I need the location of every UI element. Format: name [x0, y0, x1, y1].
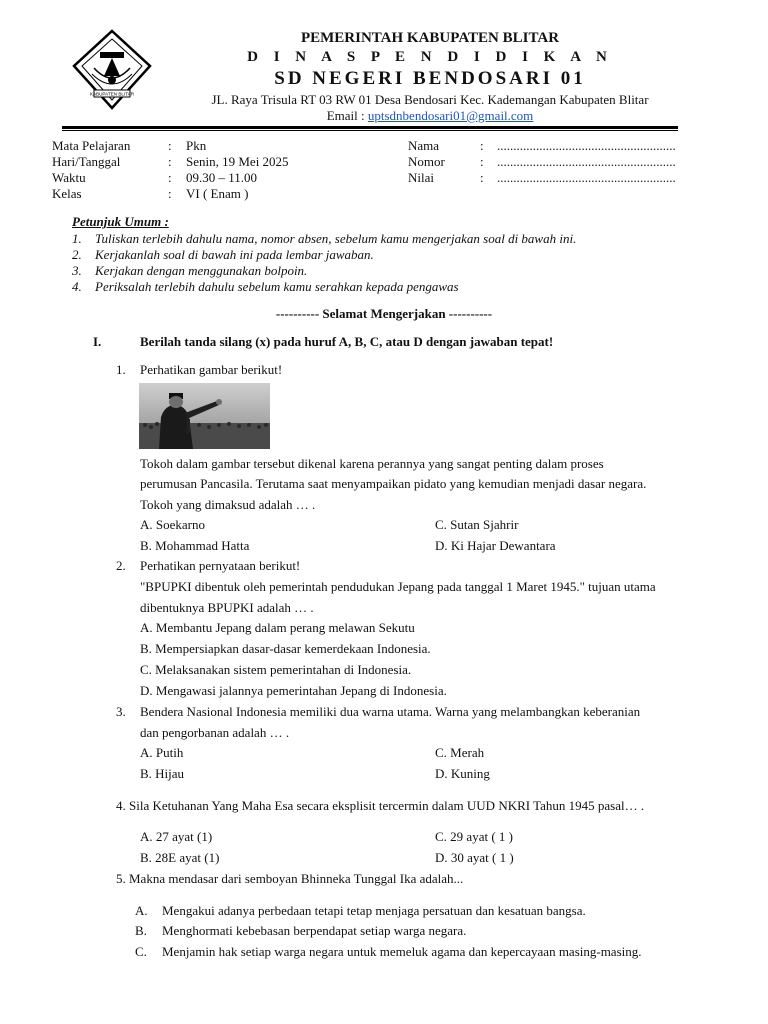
- option-d[interactable]: D. Mengawasi jalannya pemerintahan Jepang di Indonesia.: [140, 683, 447, 698]
- info-label-name: Nama: [408, 138, 440, 153]
- info-label-score: Nilai: [408, 170, 434, 185]
- option-a[interactable]: Mengakui adanya perbedaan tetapi tetap menjaga persatuan dan kesatuan bangsa.: [162, 903, 586, 918]
- option-c-letter: C.: [135, 944, 147, 959]
- option-b[interactable]: B. Hijau: [140, 766, 185, 781]
- question-number: 1.: [116, 362, 126, 377]
- info-value-subject: Pkn: [186, 138, 207, 153]
- option-a-letter: A.: [135, 903, 148, 918]
- option-b[interactable]: Menghormati kebebasan berpendapat setiap warga negara.: [162, 923, 467, 938]
- question-1-line: Tokoh dalam gambar tersebut dikenal karena perannya yang sangat penting dalam proses: [140, 456, 604, 471]
- option-a[interactable]: A. Membantu Jepang dalam perang melawan Sekutu: [140, 620, 415, 635]
- department-title: D I N A S P E N D I D I K A N: [247, 49, 613, 65]
- info-label-number: Nomor: [408, 154, 445, 169]
- school-name: SD NEGERI BENDOSARI 01: [274, 68, 586, 89]
- question-1-line: Tokoh yang dimaksud adalah … .: [140, 497, 316, 512]
- header-rule-thick: [62, 126, 678, 129]
- option-b[interactable]: B. 28E ayat (1): [140, 850, 220, 865]
- instruction-number: 1.: [72, 231, 82, 246]
- info-label-class: Kelas: [52, 186, 82, 201]
- option-a[interactable]: A. Soekarno: [140, 517, 205, 532]
- info-value-class: VI ( Enam ): [186, 186, 249, 201]
- info-sep: :: [480, 154, 484, 169]
- greeting: ---------- Selamat Mengerjakan ----------: [275, 306, 493, 321]
- info-value-time: 09.30 – 11.00: [186, 170, 258, 185]
- info-value-date: Senin, 19 Mei 2025: [186, 154, 289, 169]
- question-3-line: Bendera Nasional Indonesia memiliki dua warna utama. Warna yang melambangkan keberanian: [140, 704, 641, 719]
- question-number: 2.: [116, 558, 126, 573]
- question-1-intro: Perhatikan gambar berikut!: [140, 362, 283, 377]
- info-sep: :: [168, 186, 172, 201]
- question-3-line: dan pengorbanan adalah … .: [140, 725, 290, 740]
- instruction-number: 4.: [72, 279, 82, 294]
- question-number: 3.: [116, 704, 126, 719]
- instruction-number: 2.: [72, 247, 82, 262]
- option-d[interactable]: D. Ki Hajar Dewantara: [435, 538, 556, 553]
- instruction-text: Kerjakan dengan menggunakan bolpoin.: [95, 263, 308, 278]
- name-field[interactable]: .......................................................: [497, 138, 676, 153]
- option-b[interactable]: B. Mohammad Hatta: [140, 538, 250, 553]
- option-b-letter: B.: [135, 923, 147, 938]
- info-sep: :: [168, 154, 172, 169]
- instruction-text: Tuliskan terlebih dahulu nama, nomor absen, sebelum kamu mengerjakan soal di bawah ini.: [95, 231, 577, 246]
- instruction-text: Kerjakanlah soal di bawah ini pada lembar jawaban.: [95, 247, 374, 262]
- instruction-number: 3.: [72, 263, 82, 278]
- question-2-line: dibentuknya BPUPKI adalah … .: [140, 600, 314, 615]
- option-d[interactable]: D. Kuning: [435, 766, 490, 781]
- option-a[interactable]: A. Putih: [140, 745, 184, 760]
- instruction-text: Periksalah terlebih dahulu sebelum kamu serahkan kepada pengawas: [95, 279, 459, 294]
- option-d[interactable]: D. 30 ayat ( 1 ): [435, 850, 514, 865]
- school-address: JL. Raya Trisula RT 03 RW 01 Desa Bendosari Kec. Kademangan Kabupaten Blitar: [211, 92, 649, 107]
- question-4-text: 4. Sila Ketuhanan Yang Maha Esa secara eksplisit tercermin dalam UUD NKRI Tahun 1945 pasal… .: [116, 798, 645, 813]
- section-number: I.: [93, 334, 102, 349]
- email-label: Email :: [326, 108, 368, 123]
- government-title: PEMERINTAH KABUPATEN BLITAR: [300, 30, 560, 46]
- option-c[interactable]: C. Melaksanakan sistem pemerintahan di Indonesia.: [140, 662, 412, 677]
- number-field[interactable]: .......................................................: [497, 154, 676, 169]
- soekarno-speech-photo: [139, 383, 270, 449]
- question-2-line: "BPUPKI dibentuk oleh pemerintah pendudukan Jepang pada tanggal 1 Maret 1945." tujuan utama: [140, 579, 656, 594]
- email-link[interactable]: uptsdnbendosari01@gmail.com: [367, 108, 534, 123]
- instructions-title: Petunjuk Umum :: [72, 214, 169, 229]
- info-label-date: Hari/Tanggal: [52, 154, 121, 169]
- question-1-line: perumusan Pancasila. Terutama saat menyampaikan pidato yang kemudian menjadi dasar negara.: [140, 476, 647, 491]
- info-sep: :: [168, 138, 172, 153]
- score-field[interactable]: .......................................................: [497, 170, 676, 185]
- option-c[interactable]: C. Merah: [435, 745, 485, 760]
- info-label-subject: Mata Pelajaran: [52, 138, 131, 153]
- question-2-intro: Perhatikan pernyataan berikut!: [140, 558, 301, 573]
- info-label-time: Waktu: [52, 170, 86, 185]
- option-c[interactable]: C. 29 ayat ( 1 ): [435, 829, 513, 844]
- info-sep: :: [168, 170, 172, 185]
- option-b[interactable]: B. Mempersiapkan dasar-dasar kemerdekaan Indonesia.: [140, 641, 431, 656]
- school-email-line: [0, 108, 768, 124]
- option-c[interactable]: C. Sutan Sjahrir: [435, 517, 519, 532]
- info-sep: :: [480, 138, 484, 153]
- header-rule-thin: [62, 130, 678, 131]
- option-c[interactable]: Menjamin hak setiap warga negara untuk memeluk agama dan kepercayaan masing-masing.: [162, 944, 642, 959]
- section-title: Berilah tanda silang (x) pada huruf A, B, C, atau D dengan jawaban tepat!: [140, 334, 554, 349]
- option-a[interactable]: A. 27 ayat (1): [140, 829, 213, 844]
- info-sep: :: [480, 170, 484, 185]
- svg-text:KABUPATEN BLITAR: KABUPATEN BLITAR: [89, 91, 135, 97]
- question-5-text: 5. Makna mendasar dari semboyan Bhinneka Tunggal Ika adalah...: [116, 871, 464, 886]
